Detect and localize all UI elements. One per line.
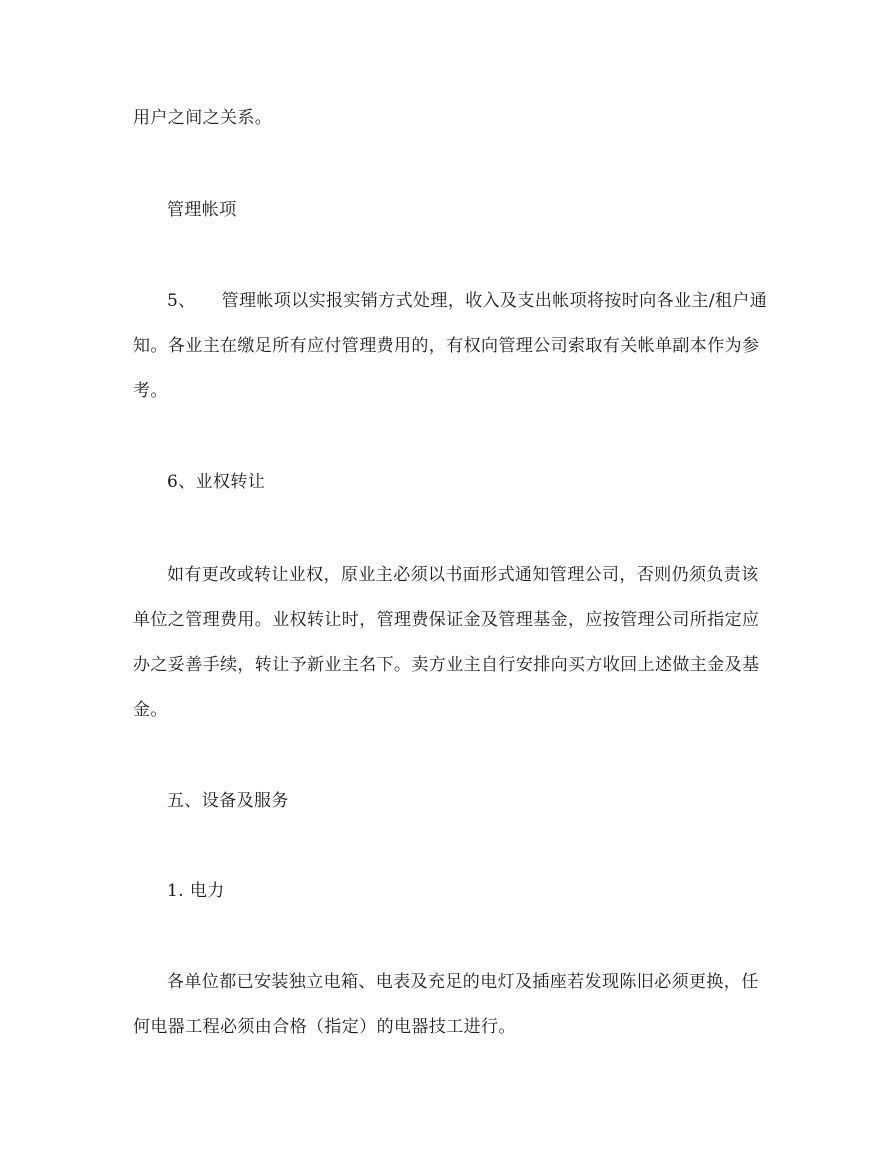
paragraph-electricity-line-1: 各单位都已安装独立电箱、电表及充足的电灯及插座若发现陈旧必须更换，任 xyxy=(167,972,759,992)
paragraph-6-line-3: 办之妥善手续，转让予新业主名下。卖方业主自行安排向买方收回上述做主金及基 xyxy=(133,655,760,675)
paragraph-6-line-2: 单位之管理费用。业权转让时，管理费保证金及管理基金，应按管理公司所指定应 xyxy=(133,610,760,630)
heading-management-accounts: 管理帐项 xyxy=(167,200,237,220)
item-text: 管理帐项以实报实销方式处理，收入及支出帐项将按时向各业主/租户通 xyxy=(221,291,768,311)
heading-electricity: 1. 电力 xyxy=(167,881,225,901)
heading-section-five: 五、设备及服务 xyxy=(167,791,289,811)
paragraph-6-line-4: 金。 xyxy=(133,700,168,720)
paragraph-5-line-2: 知。各业主在缴足所有应付管理费用的，有权向管理公司索取有关帐单副本作为参 xyxy=(133,336,760,356)
paragraph-electricity-line-2: 何电器工程必须由合格（指定）的电器技工进行。 xyxy=(133,1017,516,1037)
paragraph-5-line-3: 考。 xyxy=(133,381,168,401)
paragraph-continuation: 用户之间之关系。 xyxy=(133,108,273,128)
heading-ownership-transfer: 6、业权转让 xyxy=(167,472,266,492)
paragraph-6-line-1: 如有更改或转让业权，原业主必须以书面形式通知管理公司，否则仍须负责该 xyxy=(167,565,759,585)
paragraph-5-line-1 xyxy=(167,289,767,313)
item-number: 5、 xyxy=(167,291,196,311)
